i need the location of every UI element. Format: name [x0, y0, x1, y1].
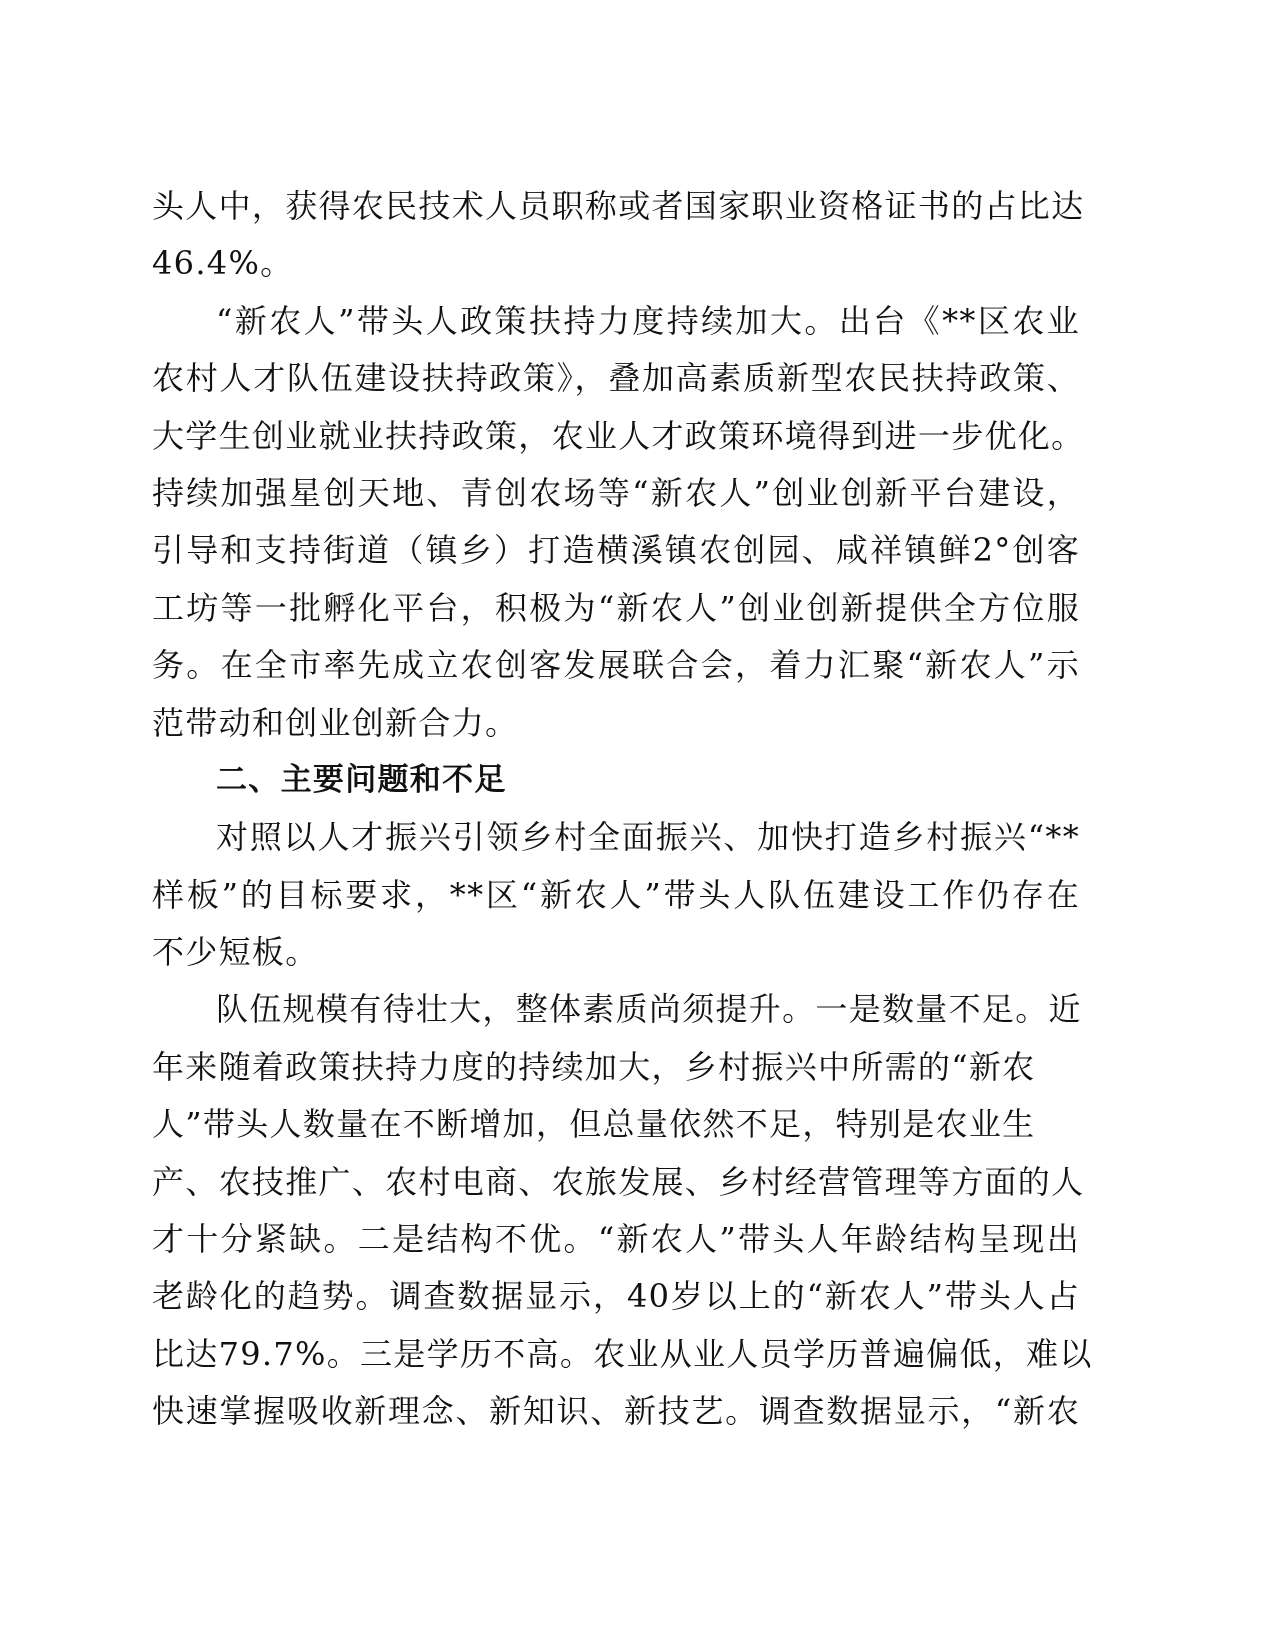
text-line: 46.4%。	[152, 244, 294, 283]
text-line: 农村人才队伍建设扶持政策》，叠加高素质新型农民扶持政策、	[152, 359, 1080, 398]
text-line: 才十分紧缺。二是结构不优。“新农人”带头人年龄结构呈现出	[152, 1220, 1080, 1259]
document-body	[152, 178, 1093, 1441]
text-line: 工坊等一批孵化平台，积极为“新农人”创业创新提供全方位服	[152, 588, 1080, 627]
text-line: 比达79.7%。三是学历不高。农业从业人员学历普遍偏低，难以	[152, 1334, 1093, 1373]
section-heading: 二、主要问题和不足	[216, 761, 507, 798]
text-line: 队伍规模有待壮大，整体素质尚须提升。一是数量不足。近	[216, 990, 1082, 1029]
text-line: 持续加强星创天地、青创农场等“新农人”创业创新平台建设，	[152, 473, 1080, 512]
text-line: 样板”的目标要求，**区“新农人”带头人队伍建设工作仍存在	[152, 875, 1080, 914]
text-line: 大学生创业就业扶持政策，农业人才政策环境得到进一步优化。	[152, 416, 1085, 455]
text-line: 头人中，获得农民技术人员职称或者国家职业资格证书的占比达	[152, 187, 1085, 225]
text-line: “新农人”带头人政策扶持力度持续加大。出台《**区农业	[216, 301, 1080, 340]
text-line: 范带动和创业创新合力。	[152, 703, 519, 742]
text-line: 对照以人才振兴引领乡村全面振兴、加快打造乡村振兴“**	[216, 818, 1080, 857]
text-line: 引导和支持街道（镇乡）打造横溪镇农创园、咸祥镇鲜2°创客	[152, 531, 1080, 570]
text-line: 人”带头人数量在不断增加，但总量依然不足，特别是农业生	[152, 1105, 1036, 1144]
text-line: 老龄化的趋势。调查数据显示，40岁以上的“新农人”带头人占	[152, 1277, 1080, 1316]
text-line: 快速掌握吸收新理念、新知识、新技艺。调查数据显示，“新农	[152, 1392, 1080, 1431]
text-line: 务。在全市率先成立农创客发展联合会，着力汇聚“新农人”示	[152, 646, 1080, 685]
text-line: 不少短板。	[152, 933, 319, 972]
text-line: 产、农技推广、农村电商、农旅发展、乡村经营管理等方面的人	[152, 1162, 1085, 1201]
text-line: 年来随着政策扶持力度的持续加大，乡村振兴中所需的“新农	[152, 1047, 1036, 1086]
